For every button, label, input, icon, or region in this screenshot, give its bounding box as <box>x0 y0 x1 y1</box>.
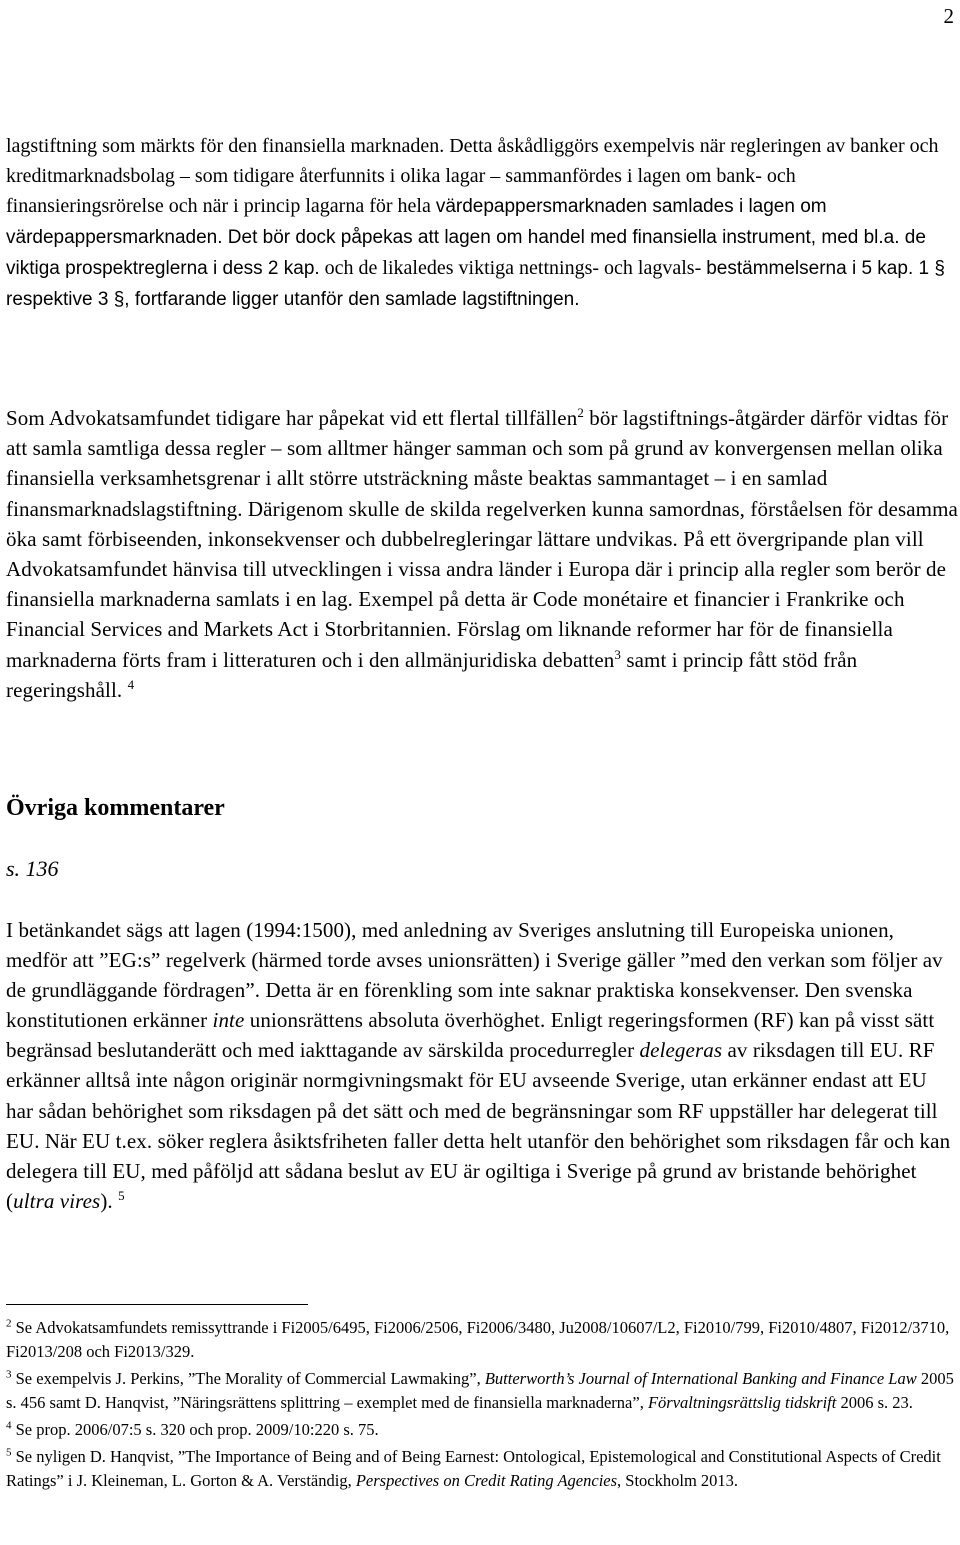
footnotes <box>6 1316 956 1496</box>
paragraph-advokatsamfundet <box>6 403 958 705</box>
footnote-text: Se nyligen D. Hanqvist, ”The Importance of Being and of Being Earnest: Ontological, Epistemological and Constitutional Aspects of Credit Ratings” i J. Kleineman, L. Gorton & A. Verständig, <box>6 1447 941 1490</box>
para3-emphasis-inte: inte <box>212 1008 245 1033</box>
footnote-2 <box>6 1316 956 1364</box>
para3-text-b: unionsrättens absoluta överhöghet. Enligt regeringsformen (RF) kan på visst sätt begränsad beslutanderätt och med iakttagande av särskilda procedurregler <box>6 1008 935 1063</box>
para3-text-c: av riksdagen till EU. RF erkänner alltså inte någon originär normgivningsmakt för EU avseende Sverige, utan erkänner endast att EU har sådan behörighet som riksdagen på det sätt och med de begränsningar som RF uppställer har delegerat till EU. När EU t.ex. söker reglera åsiktsfriheten faller detta helt utanför den behörighet som riksdagen får och kan delegera till EU, med påföljd att sådana beslut av EU är ogiltiga i Sverige på grund av bristande behörighet ( <box>6 1038 951 1213</box>
footnote-separator <box>6 1304 308 1305</box>
para3-emphasis-ultra-vires: ultra vires <box>13 1188 101 1213</box>
intro-text-c: och de likaledes viktiga nettnings- och lagvals- <box>324 257 702 279</box>
para2-text-c: samt i princip fått stöd från regeringshåll. <box>6 647 858 702</box>
footnote-text: 2005 s. 456 samt D. Hanqvist, ”Näringsrättens splittring – exemplet med de finansiella marknaderna”, <box>6 1369 954 1412</box>
footnote-3 <box>6 1367 956 1415</box>
paragraph-betankandet <box>6 915 958 1216</box>
paragraph-intro <box>6 131 956 315</box>
para3-text-d: ). <box>100 1188 113 1213</box>
footnote-number: 3 <box>6 1368 12 1381</box>
footnote-ref-4[interactable]: 4 <box>127 676 135 692</box>
footnote-journal-title: Butterworth’s Journal of International Banking and Finance Law <box>484 1369 917 1388</box>
section-heading: Övriga kommentarer <box>6 795 225 821</box>
footnote-ref-5[interactable]: 5 <box>118 1187 125 1203</box>
footnote-5 <box>6 1445 956 1493</box>
footnote-4 <box>6 1418 956 1442</box>
intro-text-d: bestämmelserna i 5 kap. 1 § respektive 3 §, fortfarande ligger utanför den samlade lagstiftningen. <box>6 258 945 310</box>
para3-text-a: I betänkandet sägs att lagen (1994:1500), med anledning av Sveriges anslutning till Europeiska unionen, medför att ”EG:s” regelverk (härmed torde avses unionsrätten) i Sverige gäller ”med den verkan som följer av de grundläggande fördragen”. Detta är en förenkling som inte saknar praktiska konsekvenser. Den svenska konstitutionen erkänner <box>6 918 943 1033</box>
para2-text-b: bör lagstiftnings-åtgärder därför vidtas för att samla samtliga dessa regler – som alltmer hänger samman och som på grund av konvergensen mellan olika finansiella verksamhetsgrenar i allt större utsträckning måste beaktas sammantaget – i en samlad finansmarknadslagstiftning. Därigenom skulle de skilda regelverken kunna samordnas, förståelsen för desamma öka samt förbiseenden, inkonsekvenser och dubbelregleringar lättare undvikas. På ett övergripande plan vill Advokatsamfundet hänvisa till utvecklingen i vissa andra länder i Europa där i princip alla regler som berör de finansiella marknaderna samlats i en lag. Exempel på detta är Code monétaire et financier i Frankrike och Financial Services and Markets Act i Storbritannien. Förslag om liknande reformer har för de finansiella marknaderna förts fram i litteraturen och i den allmänjuridiska debatten <box>6 406 958 672</box>
footnote-ref-3[interactable]: 3 <box>614 646 621 662</box>
footnote-text: , Stockholm 2013. <box>617 1471 739 1490</box>
footnote-journal-title: Förvaltningsrättslig tidskrift <box>647 1393 837 1412</box>
page-number: 2 <box>943 4 954 28</box>
footnote-book-title: Perspectives on Credit Rating Agencies <box>355 1471 618 1490</box>
page-reference: s. 136 <box>6 856 59 881</box>
footnote-text: Se prop. 2006/07:5 s. 320 och prop. 2009/10:220 s. 75. <box>15 1420 379 1439</box>
para2-text-a: Som Advokatsamfundet tidigare har påpekat vid ett flertal tillfällen <box>6 406 578 430</box>
footnote-text: Se exempelvis J. Perkins, ”The Morality of Commercial Lawmaking”, <box>15 1369 485 1388</box>
footnote-number: 4 <box>6 1419 12 1432</box>
footnote-ref-2[interactable]: 2 <box>577 405 584 420</box>
footnote-number: 2 <box>6 1317 12 1330</box>
para3-emphasis-delegeras: delegeras <box>639 1038 723 1063</box>
intro-text-a: lagstiftning som märkts för den finansiella marknaden. Detta åskådliggörs exempelvis när regleringen av banker och kreditmarknadsbolag – som tidigare återfunnits i olika lagar – sammanfördes i lagen om bank- och finansieringsrörelse och när i princip lagarna för hela <box>6 135 939 217</box>
footnote-number: 5 <box>6 1446 12 1459</box>
footnote-text: Se Advokatsamfundets remissyttrande i Fi2005/6495, Fi2006/2506, Fi2006/3480, Ju2008/10607/L2, Fi2010/799, Fi2010/4807, Fi2012/3710, Fi2013/208 och Fi2013/329. <box>6 1318 950 1361</box>
intro-text-b: värdepappersmarknaden samlades i lagen om värdepappersmarknaden. Det bör dock påpekas att lagen om handel med finansiella instrument, med bl.a. de viktiga prospektreglerna i dess 2 kap. <box>6 196 926 279</box>
footnote-text: 2006 s. 23. <box>836 1393 913 1412</box>
